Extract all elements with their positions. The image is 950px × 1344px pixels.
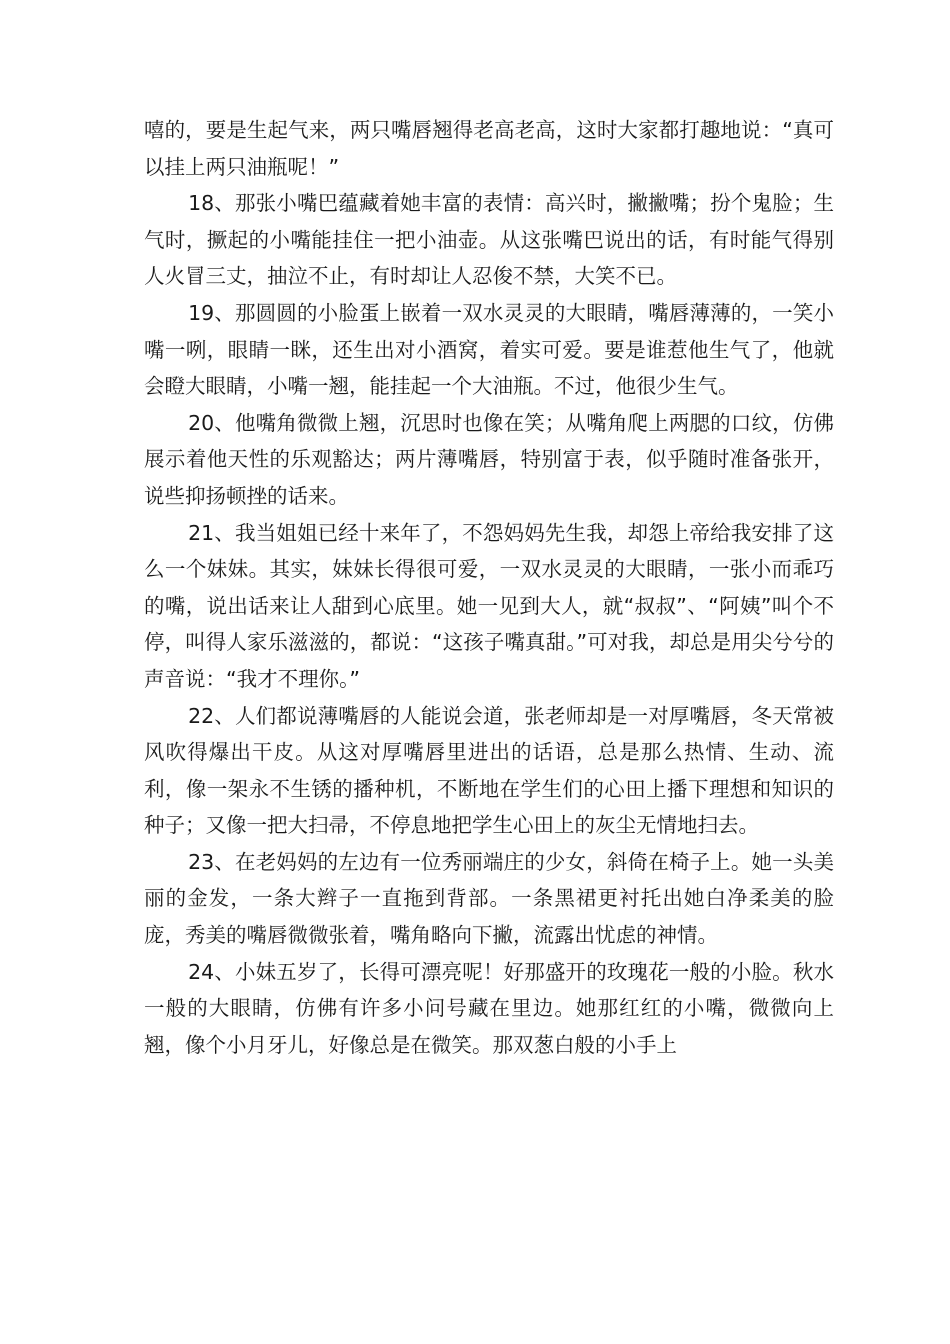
paragraph-24: 24、小妹五岁了，长得可漂亮呢！好那盛开的玫瑰花一般的小脸。秋水一般的大眼睛，仿佛有许多小问号藏在里边。她那红红的小嘴，微微向上翘，像个小月牙儿，好像总是在微笑。那双葱白般的小手上 [144,959,834,1057]
paragraph-18: 18、那张小嘴巴蕴藏着她丰富的表情：高兴时，撇撇嘴；扮个鬼脸；生气时，撅起的小嘴能挂住一把小油壶。从这张嘴巴说出的话，有时能气得别人火冒三丈，抽泣不止，有时却让人忍俊不禁，大笑不已。 [144,191,834,289]
paragraph-19: 19、那圆圆的小脸蛋上嵌着一双水灵灵的大眼睛，嘴唇薄薄的，一笑小嘴一咧，眼睛一眯，还生出对小酒窝，着实可爱。要是谁惹他生气了，他就会瞪大眼睛，小嘴一翘，能挂起一个大油瓶。不过，他很少生气。 [144,300,834,399]
paragraph-21: 21、我当姐姐已经十来年了，不怨妈妈先生我，却怨上帝给我安排了这么一个妹妹。其实，妹妹长得很可爱，一双水灵灵的大眼睛，一张小而乖巧的嘴，说出话来让人甜到心底里。她一见到大人，就“叔叔”、“阿姨”叫个不停，叫得人家乐滋滋的，都说：“这孩子嘴真甜。”可对我，却总是用尖兮兮的声音说：“我才不理你。” [144,520,834,691]
paragraph-22: 22、人们都说薄嘴唇的人能说会道，张老师却是一对厚嘴唇，冬天常被风吹得爆出干皮。从这对厚嘴唇里进出的话语，总是那么热情、生动、流利，像一架永不生锈的播种机，不断地在学生们的心田上播下理想和知识的种子；又像一把大扫帚，不停息地把学生心田上的灰尘无情地扫去。 [144,703,834,838]
paragraph-20: 20、他嘴角微微上翘，沉思时也像在笑；从嘴角爬上两腮的口纹，仿佛展示着他天性的乐观豁达；两片薄嘴唇，特别富于表，似乎随时准备张开，说些抑扬顿挫的话来。 [144,410,834,508]
paragraph-continuation: 嘻的，要是生起气来，两只嘴唇翘得老高老高，这时大家都打趣地说：“真可以挂上两只油瓶呢！” [144,118,834,179]
document-page [144,112,834,1063]
paragraph-23: 23、在老妈妈的左边有一位秀丽端庄的少女，斜倚在椅子上。她一头美丽的金发，一条大辫子一直拖到背部。一条黑裙更衬托出她白净柔美的脸庞，秀美的嘴唇微微张着，嘴角略向下撇，流露出忧虑的神情。 [144,849,834,948]
